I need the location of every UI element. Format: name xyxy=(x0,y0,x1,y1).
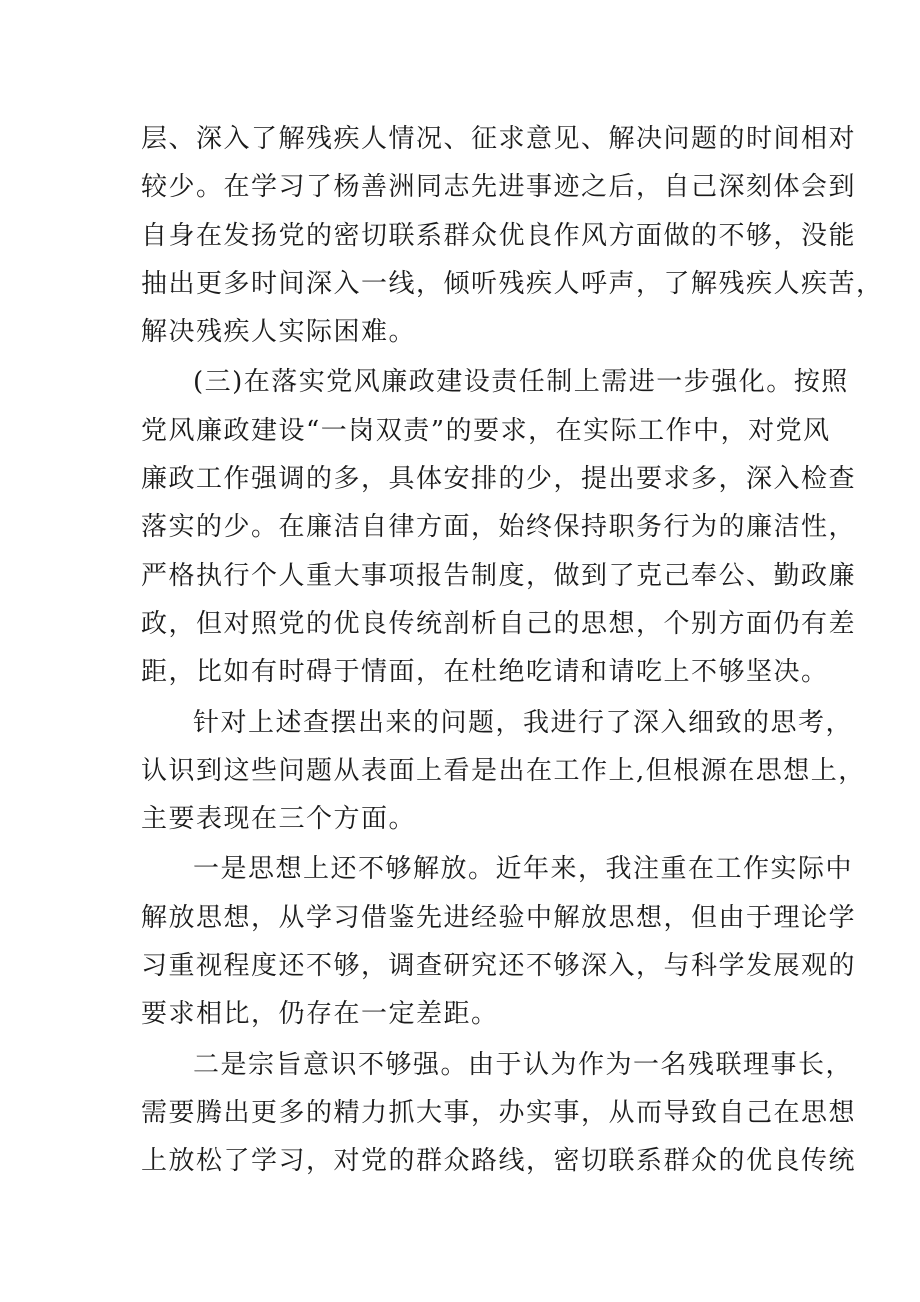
text-line: 解决残疾人实际困难。 xyxy=(141,317,417,348)
text-line: 习重视程度还不够，调查研究还不够深入，与科学发展观的 xyxy=(141,951,857,982)
paragraph-2 xyxy=(141,358,857,696)
text-line: 自身在发扬党的密切联系群众优良作风方面做的不够，没能 xyxy=(141,220,857,251)
text-line: 二是宗旨意识不够强。由于认为作为一名残联理事长， xyxy=(193,1049,854,1080)
text-line: 抽出更多时间深入一线，倾听残疾人呼声，了解残疾人疾苦， xyxy=(141,268,884,299)
text-line: 政，但对照党的优良传统剖析自己的思想，个别方面仍有差 xyxy=(141,608,857,639)
paragraph-5 xyxy=(141,1041,857,1186)
text-line: 上放松了学习，对党的群众路线，密切联系群众的优良传统 xyxy=(141,1146,857,1177)
text-line: 需要腾出更多的精力抓大事，办实事，从而导致自己在思想 xyxy=(141,1097,857,1128)
text-line: 主要表现在三个方面。 xyxy=(141,804,417,835)
text-line: 落实的少。在廉洁自律方面，始终保持职务行为的廉洁性， xyxy=(141,512,857,543)
text-line: 较少。在学习了杨善洲同志先进事迹之后，自己深刻体会到 xyxy=(141,172,857,203)
paragraph-1 xyxy=(141,115,884,356)
text-line: 廉政工作强调的多，具体安排的少，提出要求多，深入检查 xyxy=(141,464,857,495)
text-line: 要求相比，仍存在一定差距。 xyxy=(141,999,499,1030)
text-line: 认识到这些问题从表面上看是出在工作上,但根源在思想上， xyxy=(141,755,866,786)
text-line: 层、深入了解残疾人情况、征求意见、解决问题的时间相对 xyxy=(141,124,857,154)
text-line: 一是思想上还不够解放。近年来，我注重在工作实际中 xyxy=(193,854,854,885)
text-line: 距，比如有时碍于情面，在杜绝吃请和请吃上不够坚决。 xyxy=(141,657,829,688)
text-line: (三)在落实党风廉政建设责任制上需进一步强化。按照 xyxy=(193,367,849,398)
paragraph-4 xyxy=(141,845,857,1038)
paragraph-3 xyxy=(141,699,866,844)
text-line: 严格执行个人重大事项报告制度，做到了克己奉公、勤政廉 xyxy=(141,560,857,591)
text-line: 党风廉政建设“一岗双责”的要求，在实际工作中，对党风 xyxy=(141,415,831,446)
text-line: 解放思想，从学习借鉴先进经验中解放思想，但由于理论学 xyxy=(141,902,857,933)
text-line: 针对上述查摆出来的问题，我进行了深入细致的思考， xyxy=(193,707,854,738)
document-body xyxy=(141,115,884,1188)
